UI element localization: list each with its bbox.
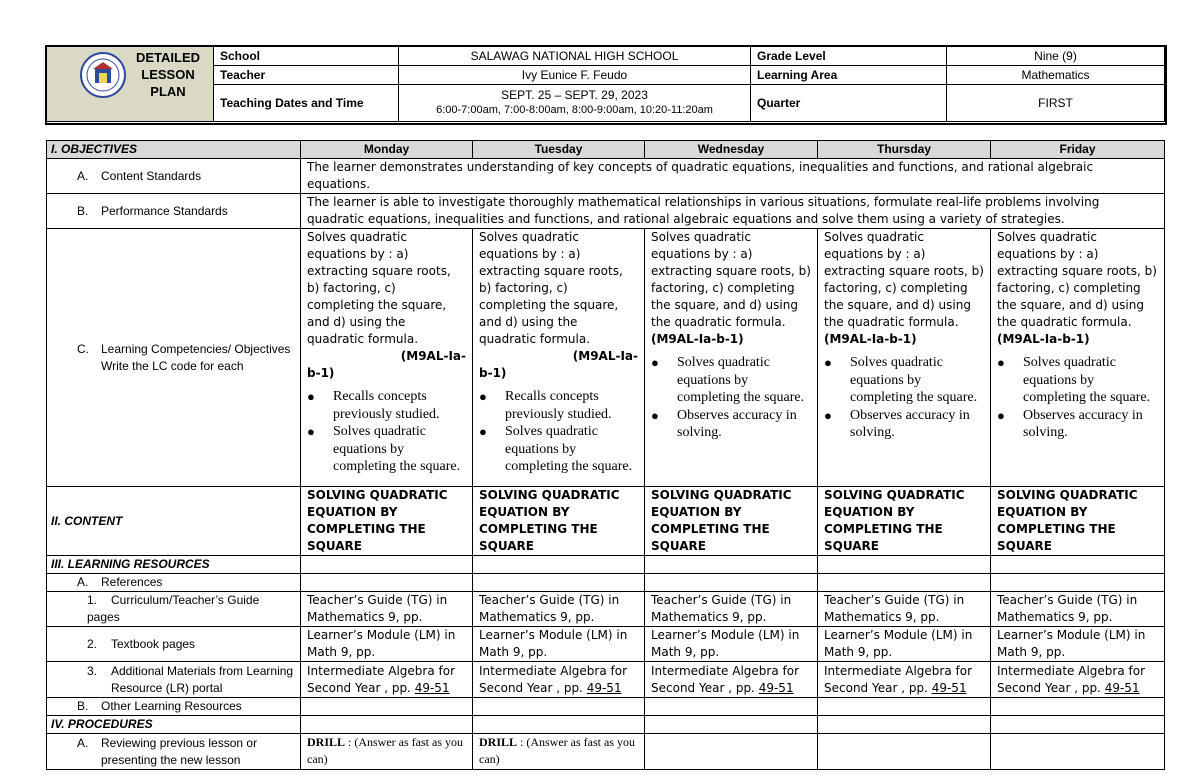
procedures-row	[47, 716, 1165, 734]
references-label: A. References	[47, 574, 301, 592]
additional-thursday: Intermediate Algebra for Second Year , pp. 49-51	[818, 662, 991, 698]
content-standards-text: The learner demonstrates understanding of key concepts of quadratic equations, inequalities and functions, and rational algebraic equations.	[301, 159, 1165, 194]
guide-label: 1. Curriculum/Teacher’s Guide pages	[47, 592, 301, 627]
objectives-list-friday: ● Solves quadratic equations by completing the square. ● Observes accuracy in solving.	[997, 354, 1158, 442]
performance-standards-text: The learner is able to investigate thoroughly mathematical relationships in various situations, formulate real-life problems involving quadratic equations, inequalities and functions, and rational algebraic equations and solve them using a variety of strategies.	[301, 194, 1165, 229]
school-value: SALAWAG NATIONAL HIGH SCHOOL	[399, 47, 751, 66]
textbook-tuesday: Learner’s Module (LM) in Math 9, pp.	[473, 627, 645, 662]
times-value: 6:00-7:00am, 7:00-8:00am, 8:00-9:00am, 10:20-11:20am	[436, 104, 713, 116]
dates-label: Teaching Dates and Time	[214, 85, 399, 122]
textbook-label: 2. Textbook pages	[47, 627, 301, 662]
objectives-list-wednesday: ● Solves quadratic equations by completing the square. ● Observes accuracy in solving.	[651, 354, 811, 442]
content-friday: SOLVING QUADRATIC EQUATION BY COMPLETING THE SQUARE	[991, 487, 1165, 556]
competency-tuesday: Solves quadratic equations by : a) extracting square roots, b) factoring, c) completing the square, and d) using the quadratic formula. (M9AL-Ia- b-1) ● Recalls concepts previously studied. ● Solves quadratic equations by completing the square.	[473, 229, 645, 487]
quarter-value: FIRST	[947, 85, 1165, 122]
content-row	[47, 487, 1165, 556]
guide-tuesday: Teacher’s Guide (TG) in Mathematics 9, pp.	[473, 592, 645, 627]
performance-standards-label: B. Performance Standards	[47, 194, 301, 229]
quarter-label: Quarter	[751, 85, 947, 122]
day-friday: Friday	[991, 141, 1165, 159]
other-resources-row	[47, 698, 1165, 716]
guide-row	[47, 592, 1165, 627]
objectives-header-row	[47, 141, 1165, 159]
dlp-title: DETAILED LESSON PLAN	[135, 50, 201, 99]
guide-wednesday: Teacher’s Guide (TG) in Mathematics 9, pp.	[645, 592, 818, 627]
textbook-monday: Learner’s Module (LM) in Math 9, pp.	[301, 627, 473, 662]
other-resources-label: B. Other Learning Resources	[47, 698, 301, 716]
competency-friday: Solves quadratic equations by : a) extracting square roots, b) factoring, c) completing the square, and d) using the quadratic formula. (M9AL-Ia-b-1) ● Solves quadratic equations by completing the square. ● Observes accuracy in solving.	[991, 229, 1165, 487]
day-wednesday: Wednesday	[645, 141, 818, 159]
guide-thursday: Teacher’s Guide (TG) in Mathematics 9, pp.	[818, 592, 991, 627]
objectives-list-thursday: ● Solves quadratic equations by completing the square. ● Observes accuracy in solving.	[824, 354, 984, 442]
performance-standards-row	[47, 194, 1165, 229]
additional-friday: Intermediate Algebra for Second Year , pp. 49-51	[991, 662, 1165, 698]
resources-row	[47, 556, 1165, 574]
area-label: Learning Area	[751, 66, 947, 85]
reviewing-row	[47, 734, 1165, 770]
additional-tuesday: Intermediate Algebra for Second Year , pp. 49-51	[473, 662, 645, 698]
day-tuesday: Tuesday	[473, 141, 645, 159]
teacher-label: Teacher	[214, 66, 399, 85]
content-wednesday: SOLVING QUADRATIC EQUATION BY COMPLETING THE SQUARE	[645, 487, 818, 556]
references-row	[47, 574, 1165, 592]
resources-heading: III. LEARNING RESOURCES	[47, 556, 301, 574]
additional-row	[47, 662, 1165, 698]
guide-friday: Teacher’s Guide (TG) in Mathematics 9, pp.	[991, 592, 1165, 627]
area-value: Mathematics	[947, 66, 1165, 85]
competencies-label: C. Learning Competencies/ Objectives Write the LC code for each	[47, 229, 301, 487]
day-thursday: Thursday	[818, 141, 991, 159]
textbook-thursday: Learner’s Module (LM) in Math 9, pp.	[818, 627, 991, 662]
day-monday: Monday	[301, 141, 473, 159]
content-monday: SOLVING QUADRATIC EQUATION BY COMPLETING THE SQUARE	[301, 487, 473, 556]
objectives-list-monday: ● Recalls concepts previously studied. ● Solves quadratic equations by completing the square.	[307, 388, 466, 476]
competencies-row	[47, 229, 1165, 487]
dates-cell	[399, 85, 751, 122]
competency-wednesday: Solves quadratic equations by : a) extracting square roots, b) factoring, c) completing the square, and d) using the quadratic formula. (M9AL-Ia-b-1) ● Solves quadratic equations by completing the square. ● Observes accuracy in solving.	[645, 229, 818, 487]
objectives-heading: I. OBJECTIVES	[47, 141, 301, 159]
textbook-friday: Learner’s Module (LM) in Math 9, pp.	[991, 627, 1165, 662]
content-tuesday: SOLVING QUADRATIC EQUATION BY COMPLETING THE SQUARE	[473, 487, 645, 556]
drill-monday: DRILL : (Answer as fast as you can)	[301, 734, 473, 770]
header-table	[46, 46, 1165, 122]
competency-thursday: Solves quadratic equations by : a) extracting square roots, b) factoring, c) completing the square, and d) using the quadratic formula. (M9AL-Ia-b-1) ● Solves quadratic equations by completing the square. ● Observes accuracy in solving.	[818, 229, 991, 487]
header-title-cell	[47, 47, 214, 122]
deped-seal-icon	[79, 51, 127, 99]
objectives-list-tuesday: ● Recalls concepts previously studied. ● Solves quadratic equations by completing the square.	[479, 388, 638, 476]
procedures-heading: IV. PROCEDURES	[47, 716, 301, 734]
drill-tuesday: DRILL : (Answer as fast as you can)	[473, 734, 645, 770]
dates-value: SEPT. 25 – SEPT. 29, 2023	[501, 88, 648, 102]
additional-wednesday: Intermediate Algebra for Second Year , pp. 49-51	[645, 662, 818, 698]
competency-monday: Solves quadratic equations by : a) extracting square roots, b) factoring, c) completing the square, and d) using the quadratic formula. (M9AL-Ia- b-1) ● Recalls concepts previously studied. ● Solves quadratic equations by completing the square.	[301, 229, 473, 487]
reviewing-label: A. Reviewing previous lesson or presenting the new lesson	[47, 734, 301, 770]
lesson-plan-table	[46, 140, 1165, 770]
content-standards-label: A. Content Standards	[47, 159, 301, 194]
content-heading: II. CONTENT	[47, 487, 301, 556]
school-label: School	[214, 47, 399, 66]
content-thursday: SOLVING QUADRATIC EQUATION BY COMPLETING THE SQUARE	[818, 487, 991, 556]
additional-label: 3. Additional Materials from Learning Resource (LR) portal	[47, 662, 301, 698]
content-standards-row	[47, 159, 1165, 194]
grade-label: Grade Level	[751, 47, 947, 66]
grade-value: Nine (9)	[947, 47, 1165, 66]
guide-monday: Teacher’s Guide (TG) in Mathematics 9, pp.	[301, 592, 473, 627]
textbook-row	[47, 627, 1165, 662]
additional-monday: Intermediate Algebra for Second Year , pp. 49-51	[301, 662, 473, 698]
textbook-wednesday: Learner’s Module (LM) in Math 9, pp.	[645, 627, 818, 662]
teacher-value: Ivy Eunice F. Feudo	[399, 66, 751, 85]
